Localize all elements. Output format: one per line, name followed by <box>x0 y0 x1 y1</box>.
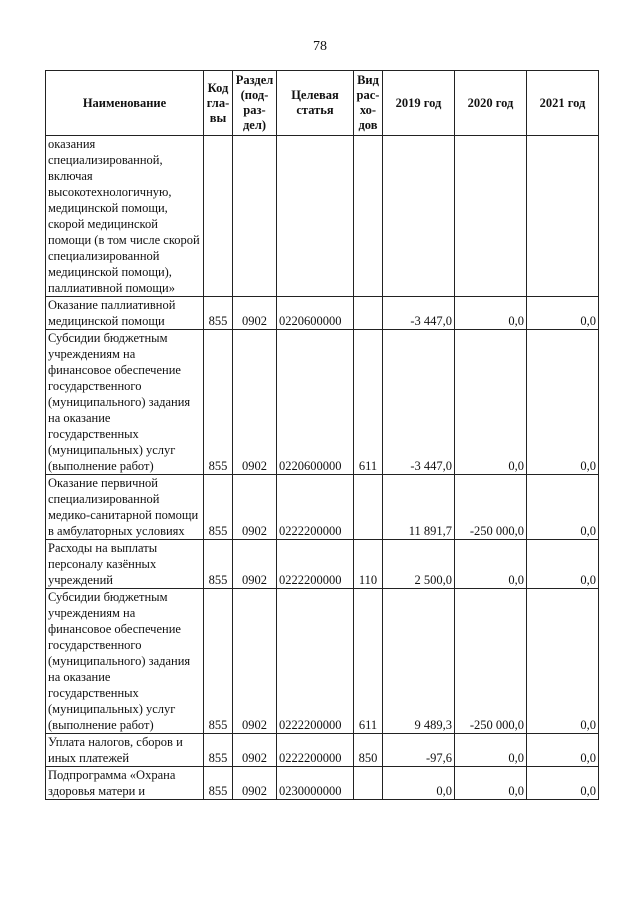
cell-name: Оказание первичной специализированной медико-санитарной помощи в амбулаторных условиях <box>46 475 204 540</box>
header-expense-type: Вид рас-хо-дов <box>354 71 383 136</box>
table-row <box>46 475 599 540</box>
cell-section: 0902 <box>233 330 277 475</box>
cell-name: Подпрограмма «Охрана здоровья матери и <box>46 767 204 800</box>
table-header-row <box>46 71 599 136</box>
cell-name: Расходы на выплаты персоналу казённых учреждений <box>46 540 204 589</box>
page-number: 78 <box>313 39 327 54</box>
budget-table <box>45 70 599 800</box>
cell-expense-type: 850 <box>354 734 383 767</box>
cell-code: 855 <box>204 734 233 767</box>
cell-section: 0902 <box>233 767 277 800</box>
cell-expense-type: 611 <box>354 589 383 734</box>
cell-2020: 0,0 <box>455 297 527 330</box>
header-2019: 2019 год <box>383 71 455 136</box>
cell-2020: 0,0 <box>455 330 527 475</box>
cell-2021: 0,0 <box>527 734 599 767</box>
table-row <box>46 734 599 767</box>
header-2020: 2020 год <box>455 71 527 136</box>
header-section: Раздел (под-раз-дел) <box>233 71 277 136</box>
cell-expense-type <box>354 767 383 800</box>
cell-code: 855 <box>204 767 233 800</box>
cell-expense-type <box>354 297 383 330</box>
cell-code: 855 <box>204 589 233 734</box>
cell-target: 0222200000 <box>277 475 354 540</box>
cell-2019: -3 447,0 <box>383 297 455 330</box>
header-name: Наименование <box>46 71 204 136</box>
cell-code: 855 <box>204 475 233 540</box>
cell-2020: 0,0 <box>455 767 527 800</box>
cell-2021: 0,0 <box>527 475 599 540</box>
cell-expense-type <box>354 136 383 297</box>
cell-expense-type: 611 <box>354 330 383 475</box>
cell-code: 855 <box>204 297 233 330</box>
table-row <box>46 767 599 800</box>
cell-2021: 0,0 <box>527 330 599 475</box>
cell-target: 0222200000 <box>277 540 354 589</box>
cell-target <box>277 136 354 297</box>
cell-expense-type: 110 <box>354 540 383 589</box>
cell-2021: 0,0 <box>527 767 599 800</box>
table-row <box>46 540 599 589</box>
cell-target: 0220600000 <box>277 330 354 475</box>
header-code: Код гла-вы <box>204 71 233 136</box>
cell-code: 855 <box>204 540 233 589</box>
cell-2019: -3 447,0 <box>383 330 455 475</box>
cell-name: Субсидии бюджетным учреждениям на финансовое обеспечение государственного (муниципального) задания на оказание государственных (муниципальных) услуг (выполнение работ) <box>46 589 204 734</box>
header-target: Целевая статья <box>277 71 354 136</box>
cell-section <box>233 136 277 297</box>
cell-2020 <box>455 136 527 297</box>
cell-section: 0902 <box>233 589 277 734</box>
cell-2019 <box>383 136 455 297</box>
cell-section: 0902 <box>233 734 277 767</box>
cell-name: оказания специализированной, включая высокотехнологичную, медицинской помощи, скорой медицинской помощи (в том числе скорой специализированной медицинской помощи), паллиативной помощи» <box>46 136 204 297</box>
cell-name: Субсидии бюджетным учреждениям на финансовое обеспечение государственного (муниципального) задания на оказание государственных (муниципальных) услуг (выполнение работ) <box>46 330 204 475</box>
cell-section: 0902 <box>233 475 277 540</box>
cell-2019: -97,6 <box>383 734 455 767</box>
cell-name: Оказание паллиативной медицинской помощи <box>46 297 204 330</box>
cell-2020: -250 000,0 <box>455 589 527 734</box>
cell-code <box>204 136 233 297</box>
cell-2021: 0,0 <box>527 297 599 330</box>
cell-target: 0222200000 <box>277 734 354 767</box>
cell-2019: 2 500,0 <box>383 540 455 589</box>
cell-2020: 0,0 <box>455 540 527 589</box>
table-row <box>46 136 599 297</box>
cell-name: Уплата налогов, сборов и иных платежей <box>46 734 204 767</box>
cell-target: 0220600000 <box>277 297 354 330</box>
table-row <box>46 589 599 734</box>
cell-code: 855 <box>204 330 233 475</box>
cell-section: 0902 <box>233 297 277 330</box>
cell-section: 0902 <box>233 540 277 589</box>
header-2021: 2021 год <box>527 71 599 136</box>
cell-target: 0222200000 <box>277 589 354 734</box>
table-row <box>46 297 599 330</box>
cell-2021: 0,0 <box>527 589 599 734</box>
cell-2020: 0,0 <box>455 734 527 767</box>
cell-2019: 9 489,3 <box>383 589 455 734</box>
cell-2020: -250 000,0 <box>455 475 527 540</box>
cell-2021: 0,0 <box>527 540 599 589</box>
cell-2019: 11 891,7 <box>383 475 455 540</box>
cell-target: 0230000000 <box>277 767 354 800</box>
table-row <box>46 330 599 475</box>
cell-2021 <box>527 136 599 297</box>
cell-2019: 0,0 <box>383 767 455 800</box>
cell-expense-type <box>354 475 383 540</box>
